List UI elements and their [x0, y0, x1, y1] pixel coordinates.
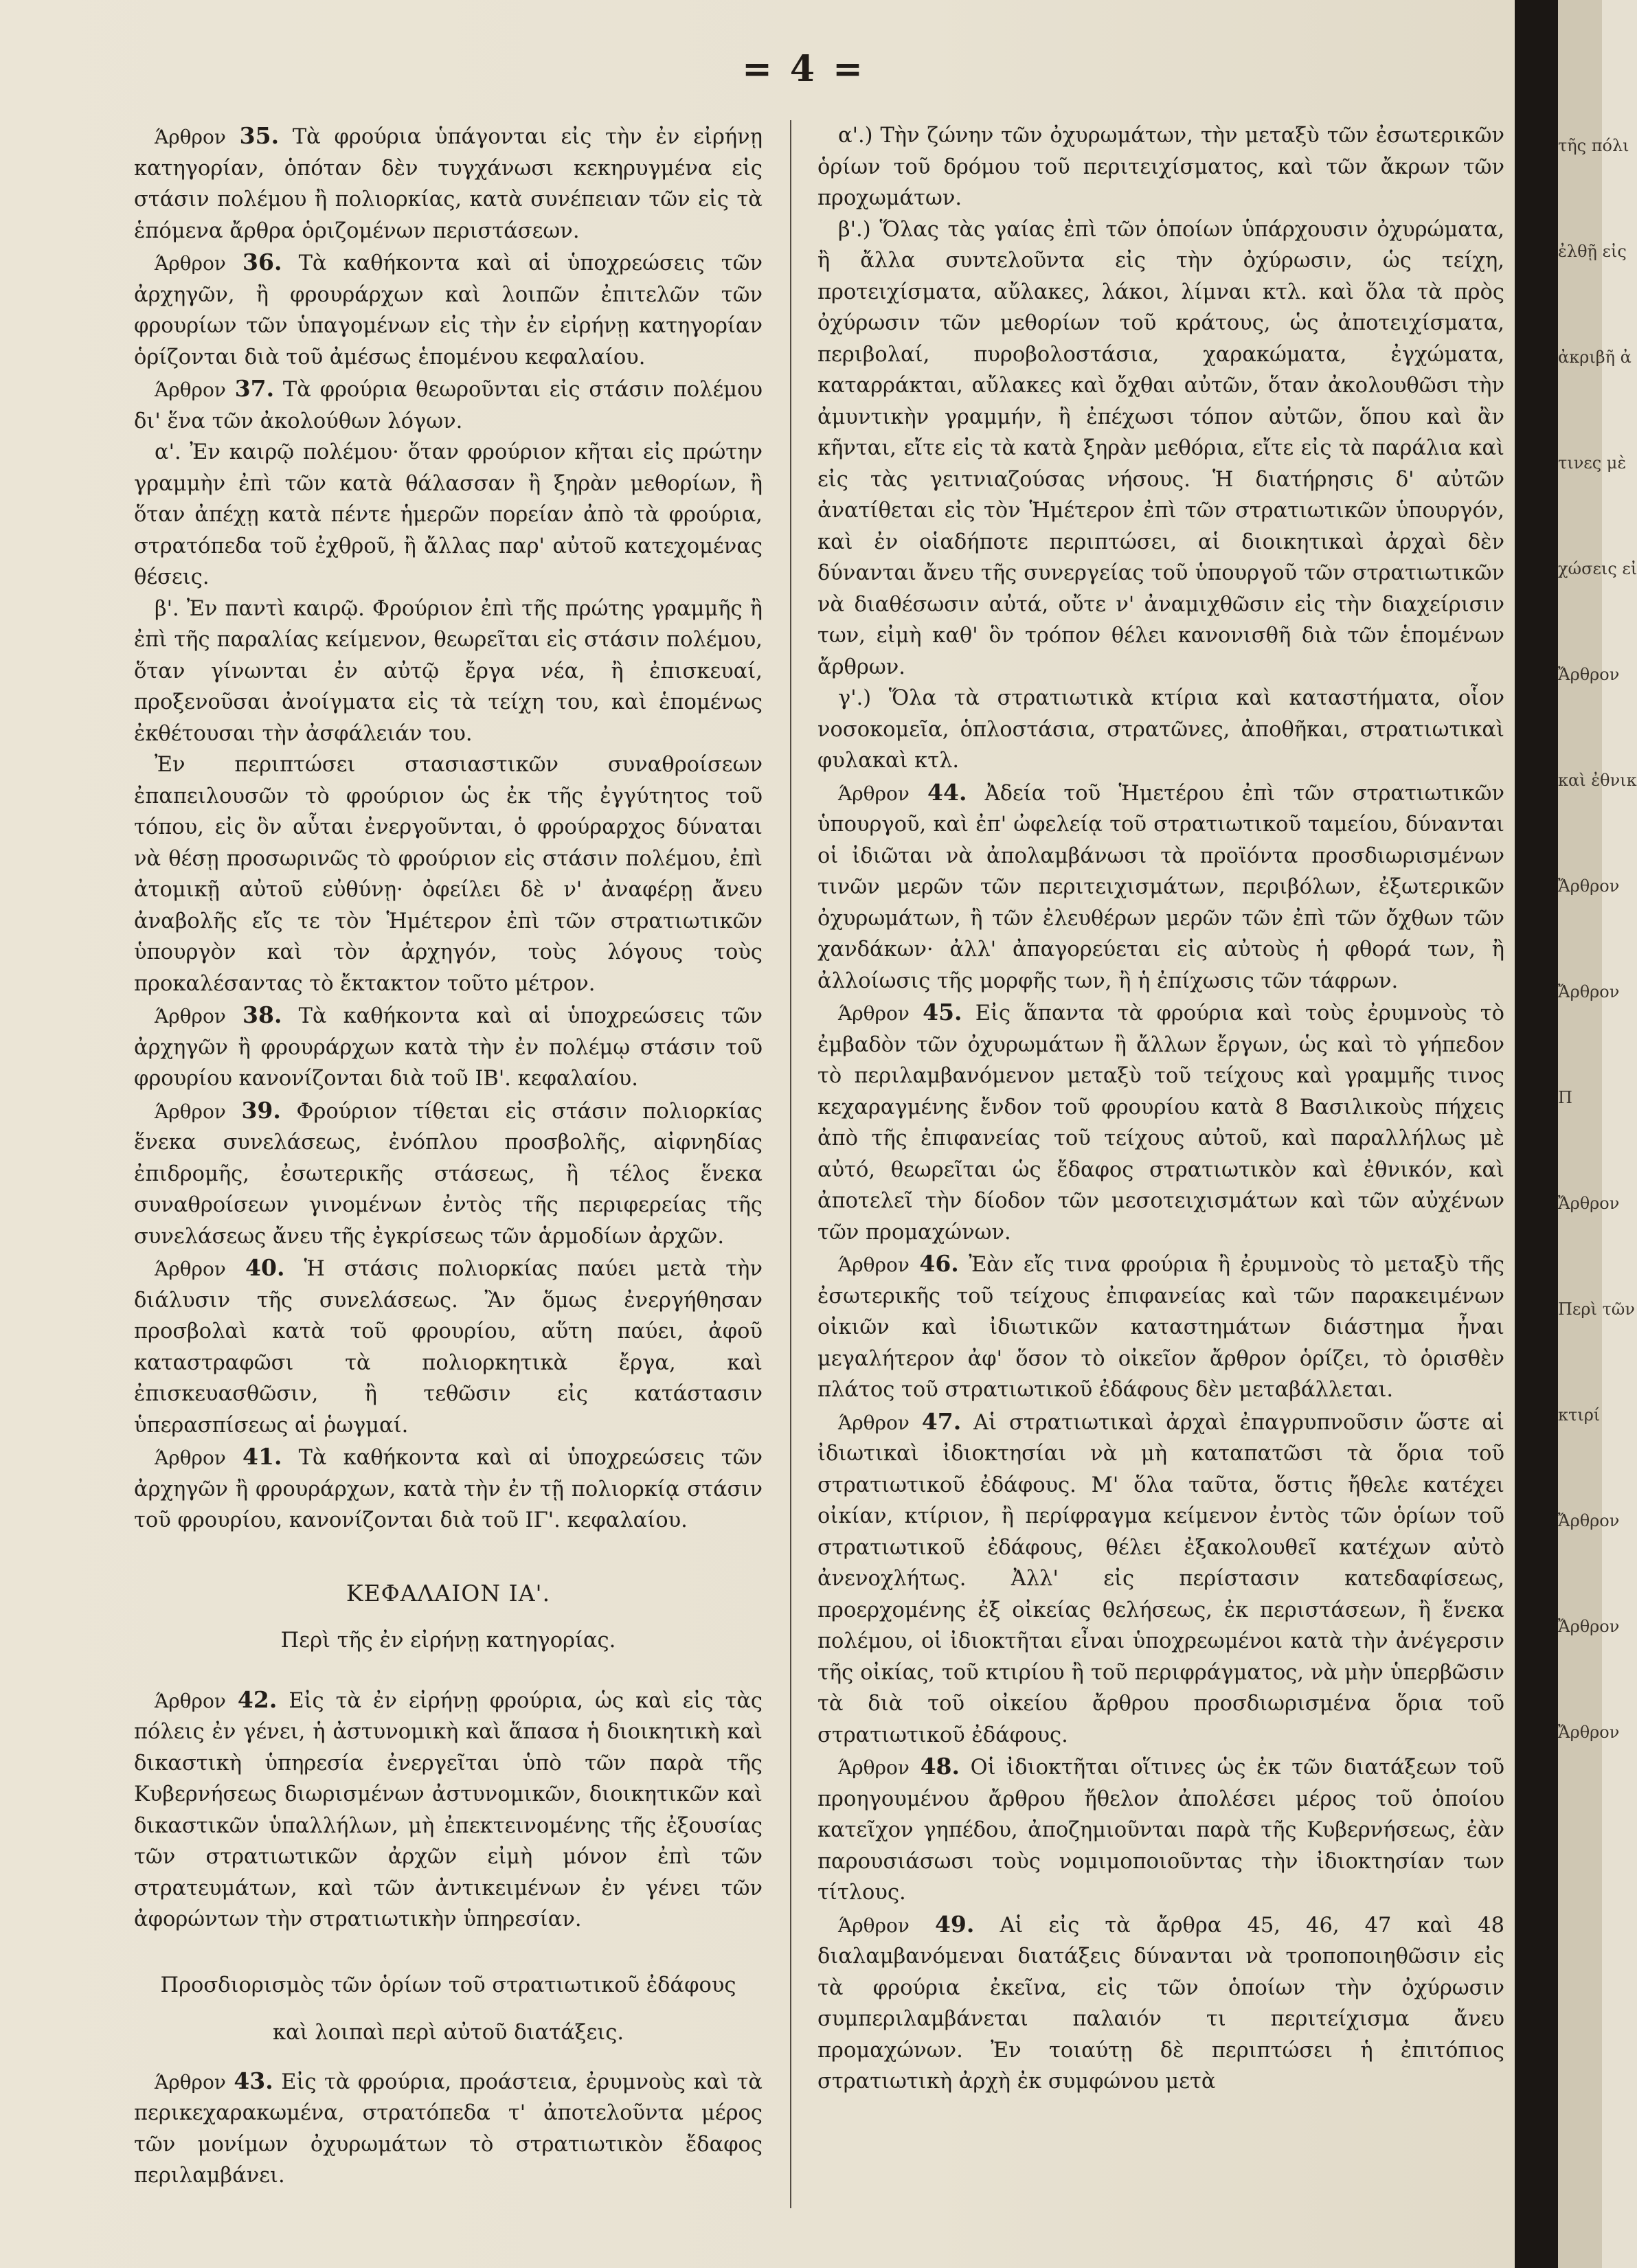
- article-number: 39.: [241, 1096, 281, 1124]
- next-page-fragment: Ἄρθρον: [1558, 982, 1620, 1001]
- next-page-fragment: Ἄρθρον: [1558, 1723, 1620, 1742]
- article-paragraph: [134, 1684, 763, 1936]
- article-paragraph: [134, 1441, 763, 1536]
- article-label: Άρθρον: [155, 2070, 226, 2094]
- article-text: Τὰ καθήκοντα καὶ αἱ ὑποχρεώσεις τῶν ἀρχηγῶν ἢ φρουράρχων κατὰ τὴν ἐν πολέμῳ στάσιν τοῦ φρουρίου κανονίζονται διὰ τοῦ ΙΒ'. κεφαλαίου.: [134, 1004, 763, 1091]
- article-label: Άρθρον: [838, 1756, 910, 1779]
- article-text: Τὰ φρούρια θεωροῦνται εἰς στάσιν πολέμου δι' ἕνα τῶν ἀκολούθων λόγων.: [134, 378, 763, 433]
- article-label: Άρθρον: [155, 1100, 226, 1123]
- article-label: Άρθρον: [155, 1689, 226, 1712]
- article-text: Ἡ στάσις πολιορκίας παύει μετὰ τὴν διάλυσιν τῆς συνελάσεως. Ἂν ὅμως ἐνεργήθησαν προσβολαὶ κατὰ τοῦ φρουρίου, αὕτη παύει, ἀφοῦ καταστραφῶσι τὰ πολιορκητικὰ ἔργα, καὶ ἐπισκευασθῶσιν, ἢ τεθῶσιν εἰς κατάστασιν ὑπερασπίσεως αἱ ῥωγμαί.: [134, 1257, 763, 1438]
- article-label: Άρθρον: [838, 1254, 910, 1276]
- article-paragraph: [134, 373, 763, 437]
- article-paragraph: [134, 1252, 763, 1441]
- next-page-fragment: καὶ ἐθνικ: [1558, 771, 1637, 790]
- section-heading: Προσδιορισμὸς τῶν ὁρίων τοῦ στρατιωτικοῦ ἐδάφους: [160, 1973, 736, 1997]
- body-paragraph: β'.) Ὅλας τὰς γαίας ἐπὶ τῶν ὁποίων ὑπάρχουσιν ὀχυρώματα, ἢ ἄλλα συντελοῦντα εἰς τὴν ὀχύρωσιν, ὡς τείχη, προτειχίσματα, αὔλακες, λάκοι, λίμναι κτλ. καὶ ὅλα τὰ πρὸς ὀχύρωσιν τῶν μεθορίων τοῦ κράτους, ὡς ἀποτειχίσματα, περιβολαί, πυροβολοστάσια, χαρακώματα, ἐγχώματα, καταρράκται, αὔλακες καὶ ὄχθαι αὐτῶν, ὅταν ἀκολουθῶσι τὴν ἀμυντικὴν γραμμήν, ἢ ἐπέχωσι τόπον αὐτῶν, ὅπου καὶ ἂν κῆνται, εἴτε εἰς τὰ κατὰ ξηρὰν μεθόρια, εἴτε εἰς τὰ παράλια καὶ εἰς τὰς γειτνιαζούσας νήσους. Ἡ διατήρησις δ' αὐτῶν ἀνατίθεται εἰς τὸν Ἡμέτερον ἐπὶ τῶν στρατιωτικῶν ὑπουργόν, καὶ ἐν οἱαδήποτε περιπτώσει, αἱ διοικητικαὶ ἀρχαὶ δὲν δύνανται ἄνευ τῆς συνεργείας τοῦ ὑπουργοῦ τῶν στρατιωτικῶν νὰ διαθέσωσιν αὐτά, οὔτε ν' ἀναμιχθῶσιν εἰς τὴν διαχείρισιν των, εἰμὴ καθ' ὃν τρόπον θέλει κανονισθῆ διὰ τῶν ἑπομένων ἄρθρων.: [817, 217, 1504, 679]
- next-page-fragment: Ἄρθρον: [1558, 1194, 1620, 1213]
- article-number: 49.: [934, 1910, 975, 1938]
- next-page-fragment: κτιρί: [1558, 1405, 1601, 1425]
- next-page-fragment: Ἄρθρον: [1558, 1511, 1620, 1530]
- article-paragraph: [817, 777, 1504, 997]
- article-label: Άρθρον: [838, 1411, 910, 1434]
- article-label: Άρθρον: [155, 126, 226, 148]
- column-divider: [790, 120, 791, 2208]
- article-label: Άρθρον: [155, 252, 226, 275]
- article-number: 44.: [927, 778, 967, 806]
- article-number: 43.: [234, 2067, 273, 2094]
- article-paragraph: [817, 1248, 1504, 1406]
- article-number: 36.: [242, 249, 282, 275]
- article-paragraph: [134, 999, 763, 1095]
- article-text: Τὰ καθήκοντα καὶ αἱ ὑποχρεώσεις τῶν ἀρχηγῶν, ἢ φρουράρχων καὶ λοιπῶν ἐπιτελῶν τῶν φρουρίων τῶν ὑπαγομένων εἰς τὴν ἐν εἰρήνῃ κατηγορίαν ὁρίζονται διὰ τοῦ ἀμέσως ἑπομένου κεφαλαίου.: [134, 251, 763, 370]
- next-page-fragment: Π: [1558, 1088, 1572, 1107]
- article-number: 38.: [242, 1001, 282, 1028]
- left-column: [134, 120, 763, 2192]
- next-page-fragment: ἐλθῇ εἰς: [1558, 242, 1627, 261]
- article-text: Τὰ καθήκοντα καὶ αἱ ὑποχρεώσεις τῶν ἀρχηγῶν ἢ φρουράρχων, κατὰ τὴν ἐν τῇ πολιορκίᾳ στάσιν τοῦ φρουρίου, κανονίζονται διὰ τοῦ ΙΓ'. κεφαλαίου.: [134, 1446, 763, 1532]
- article-label: Άρθρον: [155, 1447, 226, 1469]
- chapter-subtitle: Περὶ τῆς ἐν εἰρήνῃ κατηγορίας.: [280, 1629, 616, 1653]
- next-page-edge: [1558, 0, 1637, 2268]
- article-number: 41.: [242, 1443, 282, 1470]
- body-paragraph: α'. Ἐν καιρῷ πολέμου· ὅταν φρούριον κῆται εἰς πρώτην γραμμὴν ἐπὶ τῶν κατὰ θάλασσαν ἢ ξηρὰν μεθορίων, ἢ ὅταν ἀπέχῃ κατὰ πέντε ἡμερῶν πορείαν ἀπὸ τὰ φρούρια, στρατόπεδα τοῦ ἐχθροῦ, ἢ ἄλλας παρ' αὐτοῦ κατεχομένας θέσεις.: [134, 440, 763, 589]
- article-paragraph: [817, 997, 1504, 1248]
- body-paragraph: Ἐν περιπτώσει στασιαστικῶν συναθροίσεων ἐπαπειλουσῶν τὸ φρούριον ὡς ἐκ τῆς ἐγγύτητος τοῦ τόπου, εἰς ὃν αὗται ἐνεργοῦνται, ὁ φρούραρχος δύναται νὰ θέσῃ προσωρινῶς τὸ φρούριον εἰς στάσιν πολέμου, ἐπὶ ἀτομικῇ αὐτοῦ εὐθύνῃ· ὀφείλει δὲ ν' ἀναφέρῃ ἄνευ ἀναβολῆς εἴς τε τὸν Ἡμέτερον ἐπὶ τῶν στρατιωτικῶν ὑπουργὸν καὶ τὸν ἀρχηγόν, τοὺς λόγους τοὺς προκαλέσαντας τὸ ἔκτακτον τοῦτο μέτρον.: [134, 753, 763, 996]
- body-paragraph: γ'.) Ὅλα τὰ στρατιωτικὰ κτίρια καὶ καταστήματα, οἷον νοσοκομεῖα, ὁπλοστάσια, στρατῶνες, ἀποθῆκαι, στρατιωτικαὶ φυλακαὶ κτλ.: [817, 686, 1504, 773]
- article-text: Αἱ εἰς τὰ ἄρθρα 45, 46, 47 καὶ 48 διαλαμβανόμεναι διατάξεις δύνανται νὰ τροποποιηθῶσιν εἰς τὰ φρούρια ἐκεῖνα, εἰς τῶν ὁποίων τὴν ὀχύρωσιν συμπεριλαμβάνεται παλαιόν τι περιτείχισμα ἄνευ προμαχώνων. Ἐν τοιαύτῃ δὲ περιπτώσει ἡ ἐπιτόπιος στρατιωτικὴ ἀρχὴ ἐκ συμφώνου μετὰ: [817, 1913, 1504, 2094]
- article-number: 46.: [919, 1250, 959, 1277]
- next-page-fragment: χώσεις εἰ: [1558, 559, 1637, 578]
- article-number: 45.: [923, 999, 962, 1025]
- article-text: Ἐὰν εἴς τινα φρούρια ἢ ἐρυμνοὺς τὸ μεταξὺ τῆς ἐσωτερικῆς τοῦ τείχους ἐπιφανείας καὶ τῶν παρακειμένων οἰκιῶν καὶ ἰδιωτικῶν καταστημάτων διάστημα ἦναι μεγαλήτερον ἀφ' ὅσον τὸ οἰκεῖον ἄρθρον ὁρίζει, τὸ ὁρισθὲν πλάτος τοῦ στρατιωτικοῦ ἐδάφους δὲν μεταβάλλεται.: [817, 1253, 1504, 1402]
- article-paragraph: [134, 1095, 763, 1253]
- article-paragraph: [134, 247, 763, 373]
- article-label: Άρθρον: [155, 1258, 226, 1280]
- article-paragraph: [817, 1909, 1504, 2098]
- article-number: 37.: [234, 375, 275, 402]
- article-number: 48.: [920, 1753, 960, 1780]
- section-heading: καὶ λοιπαὶ περὶ αὐτοῦ διατάξεις.: [272, 2021, 624, 2045]
- article-number: 35.: [239, 122, 280, 149]
- right-column: [817, 120, 1504, 2098]
- next-page-fragment: Ἄρθρον: [1558, 1617, 1620, 1636]
- article-text: Ἀδεία τοῦ Ἡμετέρου ἐπὶ τῶν στρατιωτικῶν ὑπουργοῦ, καὶ ἐπ' ὠφελείᾳ τοῦ στρατιωτικοῦ ταμείου, δύνανται οἱ ἰδιῶται νὰ ἀπολαμβάνωσι τὰ προϊόντα προσδιωρισμένων τινῶν μερῶν τῶν περιτειχισμάτων, περιβόλων, ἐξωτερικῶν ὀχυρωμάτων, ἢ τῶν ἐλευθέρων μερῶν τῶν ἐπὶ τῶν ὄχθων τῶν χανδάκων· ἀλλ' ἀπαγορεύεται εἰς αὐτοὺς ἡ φθορά των, ἢ ἀλλοίωσις τῆς μορφῆς των, ἢ ἡ ἐπίχωσις τῶν τάφρων.: [817, 781, 1504, 993]
- article-text: Φρούριον τίθεται εἰς στάσιν πολιορκίας ἕνεκα συνελάσεως, ἐνόπλου προσβολῆς, αἰφνηδίας ἐπιδρομῆς, ἐσωτερικῆς στάσεως, ἢ τέλος ἕνεκα συναθροίσεων γινομένων ἐντὸς τῆς περιφερείας τῆς συνελάσεως ἄνευ τῆς ἐγκρίσεως τῶν ἁρμοδίων ἀρχῶν.: [134, 1099, 763, 1249]
- article-paragraph: [817, 1406, 1504, 1751]
- page-number: = 4 =: [742, 48, 866, 90]
- article-text: Τὰ φρούρια ὑπάγονται εἰς τὴν ἐν εἰρήνῃ κατηγορίαν, ὁπόταν δὲν τυγχάνωσι κεκηρυγμένα εἰς στάσιν πολέμου ἢ πολιορκίας, κατὰ συνέπειαν τῶν εἰς τὰ ἑπόμενα ἄρθρα ὁριζομένων περιστάσεων.: [134, 125, 763, 243]
- article-label: Άρθρον: [838, 782, 910, 805]
- next-page-fragment: ἀκριβῆ ἀ: [1558, 348, 1632, 367]
- article-paragraph: [134, 2065, 763, 2192]
- article-label: Άρθρον: [838, 1002, 910, 1025]
- article-number: 47.: [921, 1407, 962, 1435]
- article-label: Άρθρον: [155, 1005, 226, 1028]
- article-text: Εἰς ἅπαντα τὰ φρούρια καὶ τοὺς ἐρυμνοὺς τὸ ἐμβαδὸν τῶν ὀχυρωμάτων ἢ ἄλλων ἔργων, ὡς καὶ τὸ γήπεδον τὸ περιλαμβανόμενον μεταξὺ τοῦ τείχους καὶ γραμμῆς τινος κεχαραγμένης ἔνδον τοῦ φρουρίου κατὰ 8 Βασιλικοὺς πήχεις ἀπὸ τῆς ἐπιφανείας τοῦ τείχους αὐτοῦ, καὶ παραλλήλως μὲ αὐτό, θεωρεῖται ὡς ἔδαφος στρατιωτικὸν καὶ ἐθνικόν, καὶ ἀποτελεῖ τὴν δίοδον τῶν μεσοτειχισμάτων καὶ τῶν αὐχένων τῶν προμαχώνων.: [817, 1001, 1504, 1245]
- article-paragraph: [134, 120, 763, 247]
- next-page-fragment: Ἄρθρον: [1558, 876, 1620, 896]
- article-text: Εἰς τὰ φρούρια, προάστεια, ἐρυμνοὺς καὶ τὰ περικεχαρακωμένα, στρατόπεδα τ' ἀποτελοῦντα μέρος τῶν μονίμων ὀχυρωμάτων τὸ στρατιωτικὸν ἔδαφος περιλαμβάνει.: [134, 2069, 763, 2188]
- article-text: Οἱ ἰδιοκτῆται οἵτινες ὡς ἐκ τῶν διατάξεων τοῦ προηγουμένου ἄρθρου ἤθελον ἀπολέσει μέρος τοῦ ὁποίου κατεῖχον γηπέδου, ἀποζημιοῦνται παρὰ τῆς Κυβερνήσεως, ἐὰν παρουσιάσωσι τοὺς νομιμοποιοῦντας τὴν ἰδιοκτησίαν των τίτλους.: [817, 1756, 1504, 1905]
- next-page-fragment: τῆς πόλι: [1558, 136, 1629, 155]
- next-page-fragment: Περὶ τῶν: [1558, 1300, 1635, 1319]
- article-label: Άρθρον: [838, 1914, 910, 1937]
- body-paragraph: β'. Ἐν παντὶ καιρῷ. Φρούριον ἐπὶ τῆς πρώτης γραμμῆς ἢ ἐπὶ τῆς παραλίας κείμενον, θεωρεῖται εἰς στάσιν πολέμου, ὅταν γίνωνται ἐν αὐτῷ ἔργα νέα, ἢ ἐπισκευαί, προξενοῦσαι ἀνοίγματα εἰς τὰ τείχη του, καὶ ἑπομένως ἐκθέτουσαι τὴν ἀσφάλειάν του.: [134, 596, 763, 746]
- next-page-fragment: Ἄρθρον: [1558, 665, 1620, 684]
- article-number: 42.: [237, 1686, 278, 1713]
- next-page-fragment: τινες μὲ: [1558, 453, 1627, 473]
- article-number: 40.: [245, 1254, 285, 1281]
- article-paragraph: [817, 1751, 1504, 1909]
- article-label: Άρθρον: [155, 378, 226, 401]
- article-text: Αἱ στρατιωτικαὶ ἀρχαὶ ἐπαγρυπνοῦσιν ὥστε αἱ ἰδιωτικαὶ ἰδιοκτησίαι νὰ μὴ καταπατῶσι τὰ ὅρια τοῦ στρατιωτικοῦ ἐδάφους. Μ' ὅλα ταῦτα, ὅστις ἤθελε κατέχει οἰκίαν, κτίριον, ἢ περίφραγμα κείμενον ἐντὸς τῶν ὁρίων τοῦ στρατιωτικοῦ ἐδάφους, θέλει ἐξακολουθεῖ κατέχων αὐτὸ ἀνενοχλήτως. Ἀλλ' εἰς περίστασιν κατεδαφίσεως, προερχομένης ἐξ οἰκείας θελήσεως, ἐκ περιστάσεων, ἢ ἕνεκα πολέμου, οἱ ἰδιοκτῆται εἶναι ὑποχρεωμένοι κατὰ τὴν ἀνέγερσιν τῆς οἰκίας, τοῦ κτιρίου ἢ τοῦ περιφράγματος, νὰ μὴν ὑπερβῶσιν τὰ διὰ τοῦ οἰκείου ἄρθρου προσδιωρισμένα ὅρια τοῦ στρατιωτικοῦ ἐδάφους.: [817, 1410, 1504, 1747]
- chapter-title: ΚΕΦΑΛΑΙΟΝ ΙΑ'.: [346, 1579, 551, 1607]
- body-paragraph: α'.) Τὴν ζώνην τῶν ὀχυρωμάτων, τὴν μεταξὺ τῶν ἐσωτερικῶν ὁρίων τοῦ δρόμου τοῦ περιτειχίσματος, καὶ τῶν ἄκρων τῶν προχωμάτων.: [817, 124, 1504, 210]
- article-text: Εἰς τὰ ἐν εἰρήνῃ φρούρια, ὡς καὶ εἰς τὰς πόλεις ἐν γένει, ἡ ἀστυνομικὴ καὶ ἅπασα ἡ διοικητικὴ καὶ δικαστικὴ ὑπηρεσία ἐνεργεῖται ὑπὸ τῶν παρὰ τῆς Κυβερνήσεως διωρισμένων ἀστυνομικῶν, διοικητικῶν καὶ δικαστικῶν ὑπαλλήλων, μὴ ἐπεκτεινομένης τῆς ἐξουσίας τῶν στρατιωτικῶν ἀρχῶν εἰμὴ μόνον ἐπὶ τῶν στρατευμάτων, καὶ τῶν ἀντικειμένων ἐν γένει τῶν ἀφορώντων τὴν στρατιωτικὴν ὑπηρεσίαν.: [134, 1688, 763, 1931]
